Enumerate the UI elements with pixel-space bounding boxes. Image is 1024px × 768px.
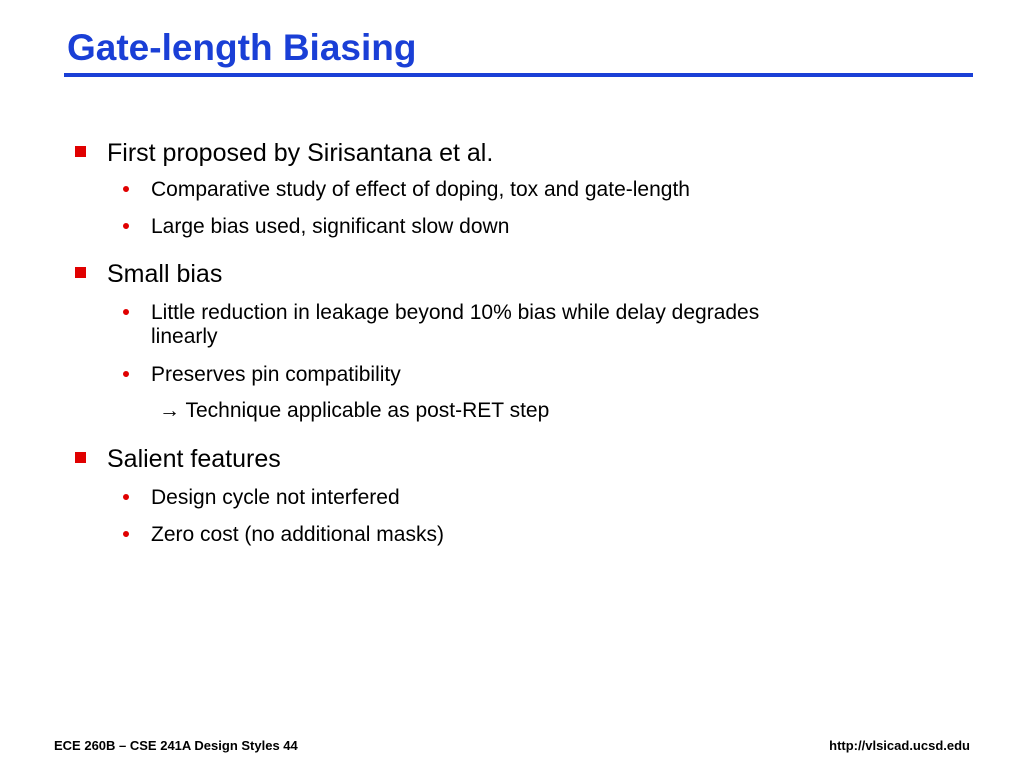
dot-bullet-icon [123, 223, 129, 229]
sub-bullet-continuation: linearly [151, 325, 218, 348]
sub-bullet-item [151, 177, 690, 202]
bullet-text: Small bias [107, 260, 223, 288]
sub-bullet-item [151, 214, 509, 239]
bullet-text: Salient features [107, 445, 281, 473]
bullet-item [107, 138, 493, 168]
sub-bullet-item [151, 362, 401, 387]
sub-bullet-text: Design cycle not interfered [151, 486, 400, 509]
dot-bullet-icon [123, 186, 129, 192]
square-bullet-icon [75, 452, 86, 463]
sub-bullet-item [151, 300, 759, 325]
sub-bullet-text: Preserves pin compatibility [151, 363, 401, 386]
dot-bullet-icon [123, 494, 129, 500]
bullet-item [107, 259, 222, 289]
sub-bullet-item [151, 485, 400, 510]
dot-bullet-icon [123, 309, 129, 315]
sub-bullet-text: Comparative study of effect of doping, tox and gate-length [151, 178, 690, 201]
sub-bullet-text: Zero cost (no additional masks) [151, 523, 444, 546]
sub-bullet-text: Large bias used, significant slow down [151, 215, 510, 238]
footer-url: http://vlsicad.ucsd.edu [829, 738, 970, 753]
square-bullet-icon [75, 146, 86, 157]
sub-bullet-item [151, 522, 444, 547]
slide-title: Gate-length Biasing [67, 27, 417, 68]
title-underline [64, 73, 973, 77]
arrow-note: → Technique applicable as post-RET step [159, 399, 550, 422]
bullet-text: First proposed by Sirisantana et al. [107, 139, 494, 167]
bullet-item [107, 444, 281, 474]
dot-bullet-icon [123, 371, 129, 377]
dot-bullet-icon [123, 531, 129, 537]
sub-bullet-text: Little reduction in leakage beyond 10% bias while delay degrades [151, 301, 760, 324]
footer-course-label: ECE 260B – CSE 241A Design Styles 44 [54, 738, 298, 753]
square-bullet-icon [75, 267, 86, 278]
